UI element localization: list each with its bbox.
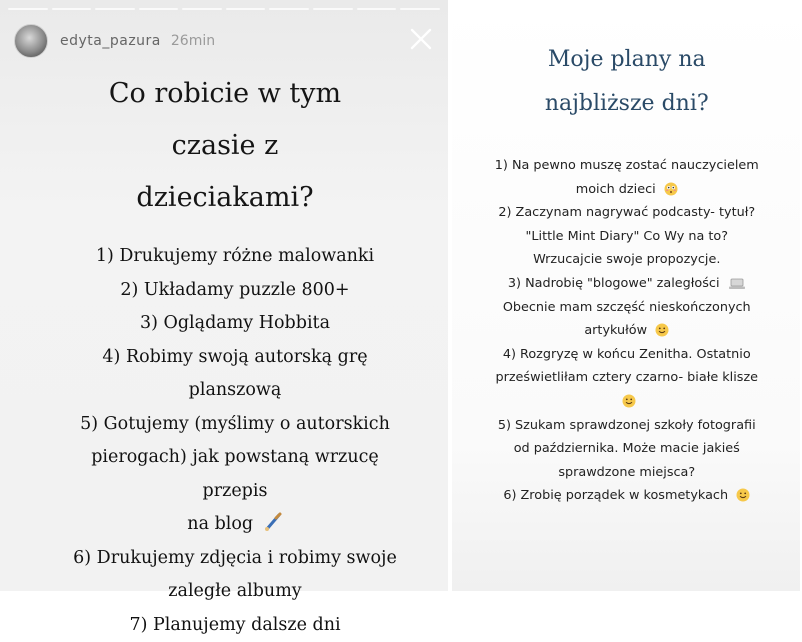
list-line: artykułów (584, 323, 647, 338)
story-right[interactable] (452, 0, 800, 591)
story-progress-bar (8, 8, 440, 10)
progress-segment (400, 8, 440, 10)
paintbrush-icon (263, 512, 283, 532)
avatar[interactable] (14, 24, 48, 58)
list-line-with-icon (452, 390, 802, 414)
story-title (0, 68, 450, 224)
list-line-with-icon (452, 178, 802, 202)
title-line: najbliższe dni? (452, 82, 802, 126)
list-line-with-icon (70, 508, 400, 542)
smile-emoji (655, 323, 669, 337)
list-line: Wrzucajcie swoje propozycje. (452, 248, 802, 272)
list-line: "Little Mint Diary" Co Wy na to? (452, 225, 802, 249)
smile-emoji (622, 394, 636, 408)
progress-segment (95, 8, 135, 10)
list-line: od października. Może macie jakieś (452, 437, 802, 461)
username[interactable]: edyta_pazura (60, 33, 161, 49)
progress-segment (313, 8, 353, 10)
story-title (452, 38, 802, 126)
list-line: 4) Rozgryzę w końcu Zenitha. Ostatnio (452, 343, 802, 367)
list-line: Obecnie mam szczęść nieskończonych (452, 296, 802, 320)
list-line: moich dzieci (576, 182, 656, 197)
list-line: 6) Drukujemy zdjęcia i robimy swoje (70, 542, 400, 576)
story-header (14, 24, 436, 58)
list-line-with-icon (452, 272, 802, 296)
list-line: 4) Robimy swoją autorską grę planszową (70, 341, 400, 408)
list-line: pierogach) jak powstaną wrzucę przepis (70, 441, 400, 508)
progress-segment (139, 8, 179, 10)
list-line: 2) Zaczynam nagrywać podcasty- tytuł? (452, 201, 802, 225)
title-line: Co robicie w tym (0, 68, 450, 120)
list-line: prześwietliłam cztery czarno- białe klisze (452, 366, 802, 390)
list-line-with-icon (452, 484, 802, 508)
list-line: zaległe albumy (70, 575, 400, 609)
list-line: sprawdzone miejsca? (452, 461, 802, 485)
close-icon[interactable] (408, 26, 434, 52)
smile-emoji (736, 488, 750, 502)
story-list (452, 154, 802, 508)
progress-segment (52, 8, 92, 10)
progress-segment (182, 8, 222, 10)
progress-segment (226, 8, 266, 10)
progress-segment (269, 8, 309, 10)
progress-segment (8, 8, 48, 10)
story-list (70, 240, 400, 642)
flushed-face-emoji (664, 182, 678, 196)
list-line: 5) Gotujemy (myślimy o autorskich (70, 408, 400, 442)
laptop-emoji (728, 278, 746, 290)
list-line: 3) Oglądamy Hobbita (70, 307, 400, 341)
title-line: czasie z (0, 120, 450, 172)
title-line: Moje plany na (452, 38, 802, 82)
title-line: dzieciakami? (0, 172, 450, 224)
list-line: na blog (187, 514, 253, 534)
list-line: 1) Drukujemy różne malowanki (70, 240, 400, 274)
post-time: 26min (171, 33, 215, 49)
list-line: 7) Planujemy dalsze dni (70, 609, 400, 642)
list-line: 6) Zrobię porządek w kosmetykach (503, 488, 728, 503)
list-line-with-icon (452, 319, 802, 343)
list-line: 3) Nadrobię "blogowe" zaległości (508, 276, 720, 291)
list-line: 5) Szukam sprawdzonej szkoły fotografii (452, 414, 802, 438)
list-line: 2) Układamy puzzle 800+ (70, 274, 400, 308)
list-line: 1) Na pewno muszę zostać nauczycielem (452, 154, 802, 178)
progress-segment (357, 8, 397, 10)
